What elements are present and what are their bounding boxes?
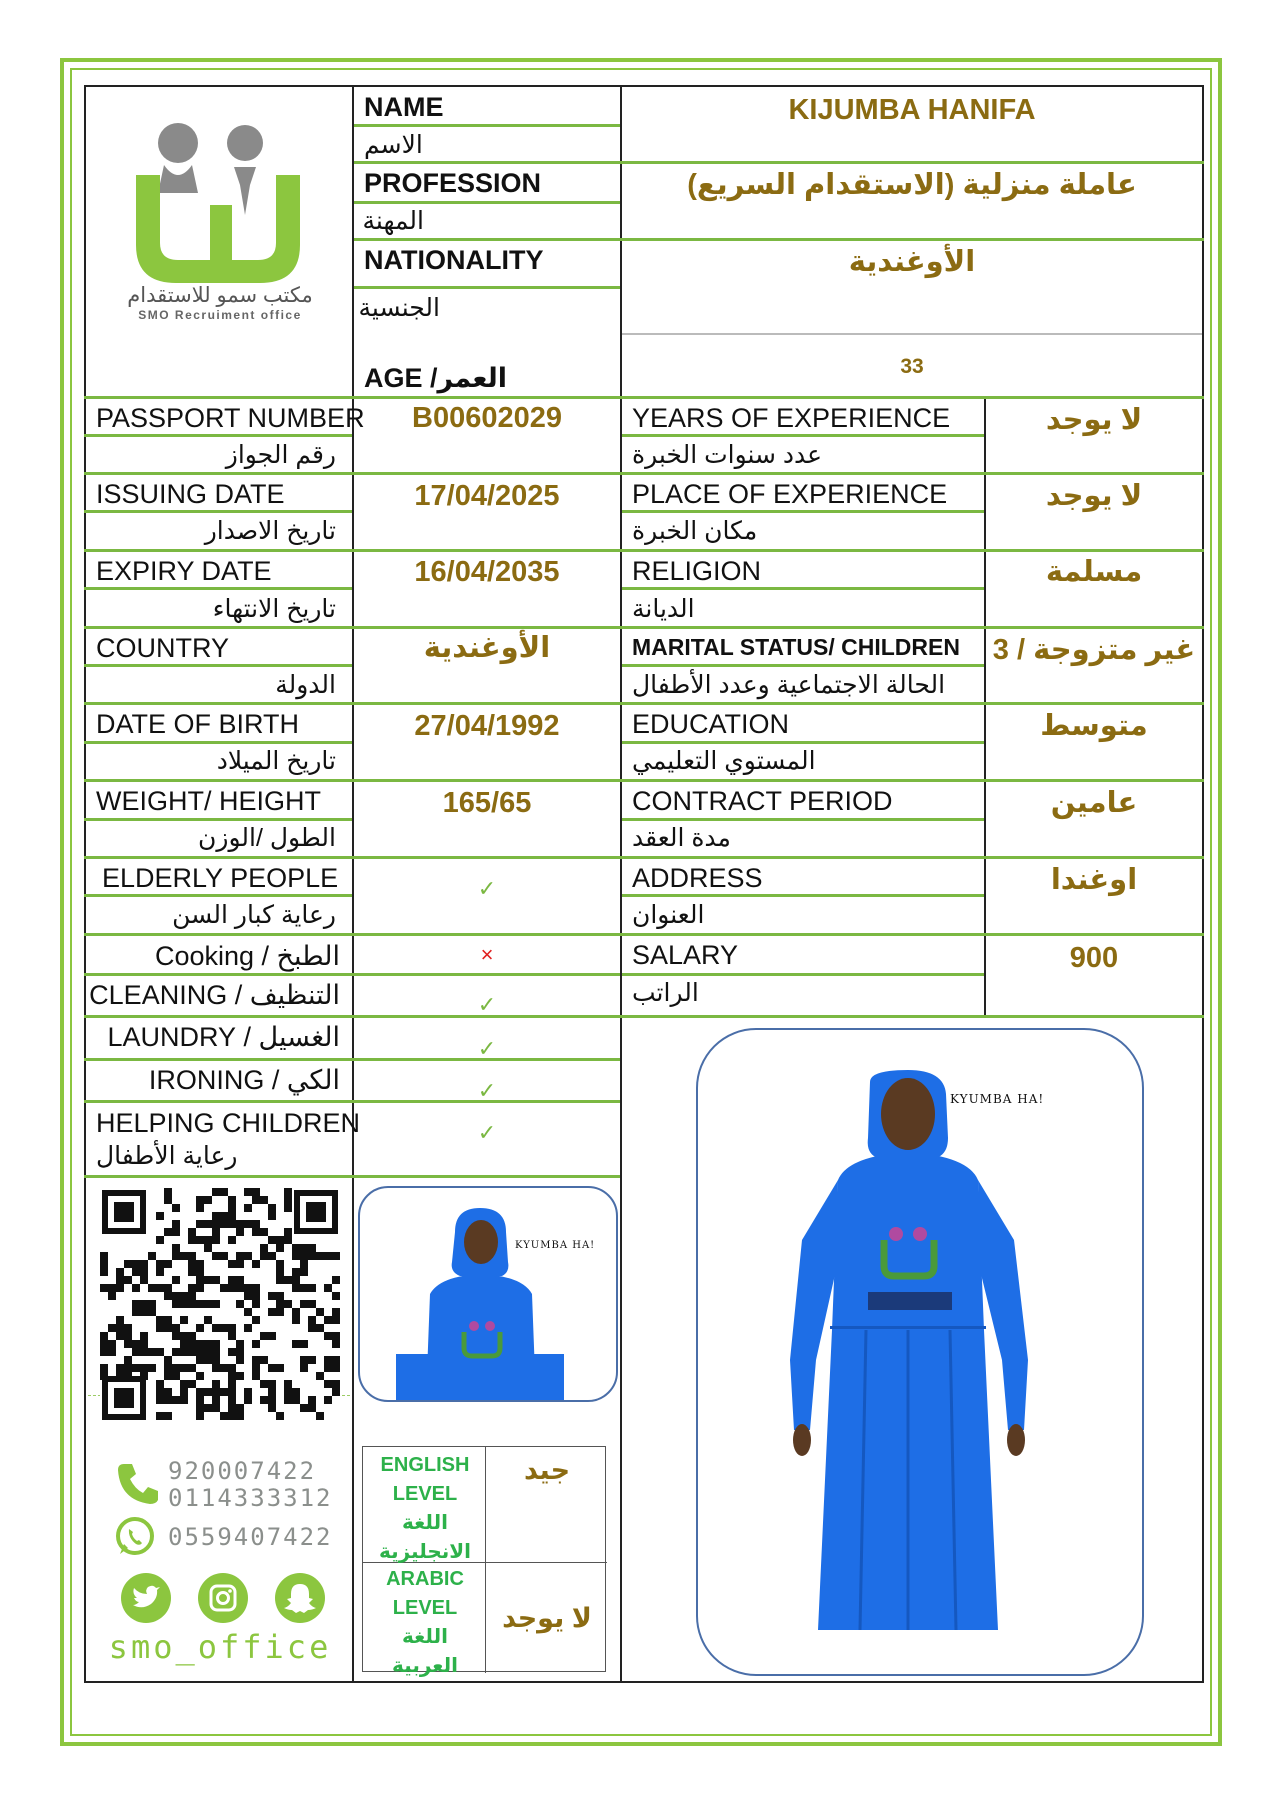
whatsapp-number: 0559407422 [168,1523,333,1551]
issuing-date-label: ISSUING DATE [96,479,285,509]
salary-label-ar: الراتب [632,979,699,1007]
helping-children-check-icon: ✓ [477,1120,497,1145]
helping-children-label: HELPING CHILDREN [96,1108,361,1138]
logo-mark-icon [120,115,320,285]
ironing-label: الكي / IRONING [148,1065,340,1095]
place-of-experience-label-ar: مكان الخبرة [632,517,758,545]
issuing-date-value: 17/04/2025 [414,480,560,512]
date-of-birth-value: 27/04/1992 [414,710,560,742]
whatsapp-icon [114,1516,156,1558]
weight-height-value: 165/65 [442,787,532,819]
profession-value: عاملة منزلية (الاستقدام السريع) [687,169,1137,201]
office-logo [120,115,320,330]
elderly-people-label: ELDERLY PEOPLE [102,863,339,893]
passport-number-label: PASSPORT NUMBER [96,403,365,433]
phone-icon [114,1460,160,1506]
contract-period-value: عامين [1050,787,1138,819]
small-photo-frame [358,1186,618,1402]
contract-period-label: CONTRACT PERIOD [632,786,893,816]
address-label-ar: العنوان [632,901,705,929]
logo-english-text: SMO Recruiment office [138,308,302,322]
contract-period-label-ar: مدة العقد [632,824,731,852]
date-of-birth-label: DATE OF BIRTH [96,709,300,739]
salary-value: 900 [1069,942,1119,974]
passport-number-label-ar: رقم الجواز [225,441,336,469]
phone-number-1: 920007422 [168,1457,317,1485]
nationality-value: الأوغندية [848,246,976,278]
snapchat-icon [274,1572,326,1624]
marital-status-value: غير متزوجة / 3 [992,634,1196,666]
small-portrait-image [360,1188,616,1400]
religion-label-ar: الديانة [632,595,695,623]
expiry-date-label: EXPIRY DATE [96,556,272,586]
social-handle: smo_office [108,1628,332,1666]
salary-label: SALARY [632,940,739,970]
passport-number-value: B00602029 [412,402,562,434]
elderly-people-check-icon: ✓ [477,876,497,901]
arabic-level-label: ARABIC LEVEL اللغة العربية [386,1568,464,1677]
years-of-experience-label-ar: عدد سنوات الخبرة [632,441,823,469]
expiry-date-label-ar: تاريخ الانتهاء [212,595,336,623]
education-value: متوسط [1040,710,1148,742]
helping-children-label-ar: رعاية الأطفال [96,1142,238,1170]
laundry-check-icon: ✓ [477,1036,497,1061]
name-label: NAME [364,92,444,122]
laundry-label: الغسيل / LAUNDRY [107,1022,340,1052]
issuing-date-label-ar: تاريخ الاصدار [204,517,336,545]
large-photo-frame [696,1028,1144,1676]
cleaning-check-icon: ✓ [477,992,497,1017]
logo-arabic-text: مكتب سمو للاستقدام [127,284,313,307]
address-label: ADDRESS [632,863,763,893]
years-of-experience-value: لا يوجد [1045,404,1143,436]
weight-height-label-ar: الطول /الوزن [198,824,336,852]
english-level-label: ENGLISH LEVEL اللغة الانجليزية [378,1454,472,1563]
country-label-ar: الدولة [275,671,336,699]
education-label: EDUCATION [632,709,790,739]
instagram-icon [197,1572,249,1624]
date-of-birth-label-ar: تاريخ الميلاد [216,747,336,775]
nationality-label-ar: الجنسية [358,294,440,322]
religion-value: مسلمة [1045,556,1143,588]
place-of-experience-value: لا يوجد [1045,480,1143,512]
age-value: 33 [900,355,924,378]
profession-label-ar: المهنة [362,207,424,235]
name-value: KIJUMBA HANIFA [788,94,1036,126]
profession-label: PROFESSION [364,168,542,198]
name-label-ar: الاسم [364,131,423,159]
english-level-value: جيد [523,1455,571,1485]
years-of-experience-label: YEARS OF EXPERIENCE [632,403,951,433]
country-label: COUNTRY [96,633,230,663]
country-value: الأوغندية [423,632,551,664]
age-label: العمر/ AGE [364,363,508,393]
full-body-portrait-image [698,1030,1142,1674]
marital-status-label: MARITAL STATUS/ CHILDREN [632,634,960,660]
weight-height-label: WEIGHT/ HEIGHT [96,786,321,816]
language-table [362,1446,606,1677]
cooking-label: الطبخ / Cooking [154,941,340,971]
large-photo-caption: KYUMBA HA! [950,1092,1045,1106]
twitter-icon [120,1572,172,1624]
small-photo-caption: KYUMBA HA! [515,1240,596,1251]
address-value: اوغندا [1050,864,1138,896]
arabic-level-value: لا يوجد [502,1603,592,1633]
elderly-people-label-ar: رعاية كبار السن [172,901,336,929]
expiry-date-value: 16/04/2035 [414,556,560,588]
place-of-experience-label: PLACE OF EXPERIENCE [632,479,948,509]
cooking-cross-icon: × [480,942,494,967]
qr-code [100,1188,340,1422]
nationality-label: NATIONALITY [364,245,544,275]
ironing-check-icon: ✓ [477,1078,497,1103]
education-label-ar: المستوي التعليمي [632,747,816,775]
phone-number-2: 0114333312 [168,1484,333,1512]
marital-status-label-ar: الحالة الاجتماعية وعدد الأطفال [632,671,946,699]
religion-label: RELIGION [632,556,762,586]
cleaning-label: التنظيف / CLEANING [89,980,340,1010]
